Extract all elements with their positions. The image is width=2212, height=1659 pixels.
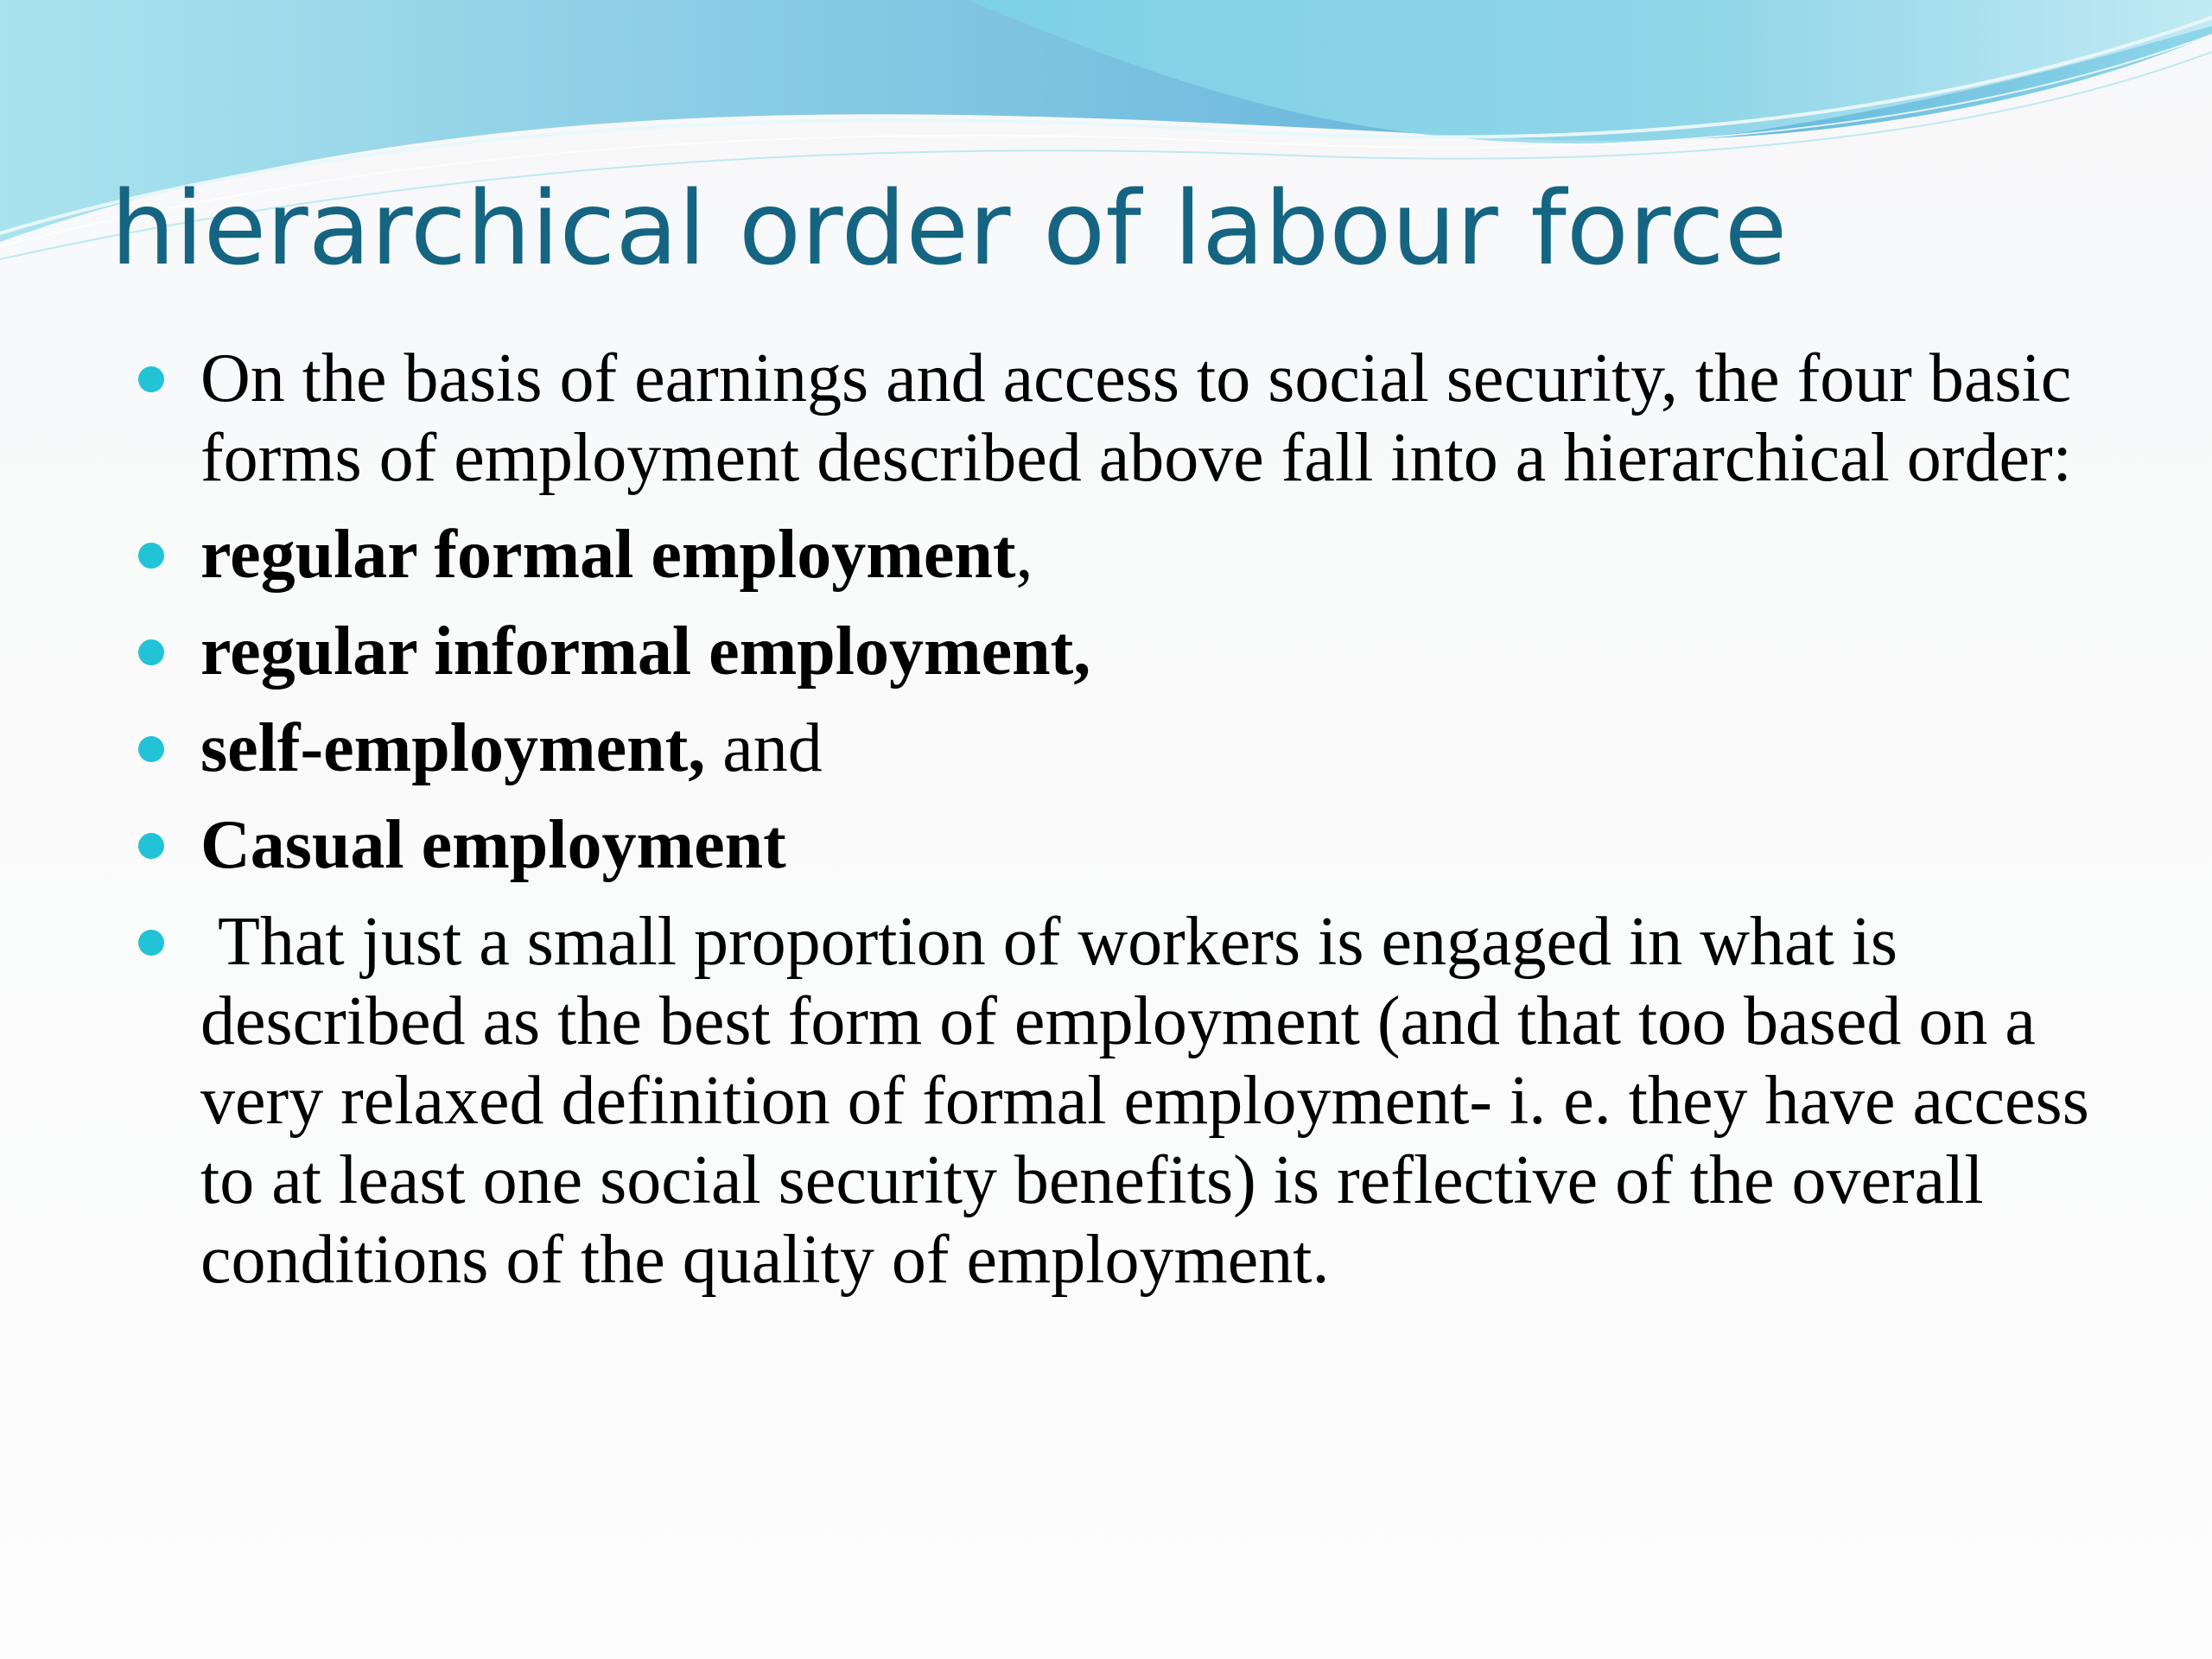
bullet-rest-text: , <box>1015 517 1033 593</box>
bullet-bold-text: self-employment, <box>200 710 706 786</box>
bullet-dot-icon <box>138 833 164 859</box>
bullet-bold-text: regular informal employment, <box>200 613 1091 690</box>
bullet-bold-text: regular formal employment <box>200 517 1016 593</box>
bullet-dot-icon <box>138 366 164 392</box>
bullet-list <box>138 339 2107 1317</box>
bullet-text: On the basis of earnings and access to social security, the four basic forms of employment described above fall into a hierarchical order: <box>200 340 2072 496</box>
bullet-item-casual-employment <box>138 805 2100 885</box>
bullet-dot-icon <box>138 639 164 665</box>
bullet-text: That just a small proportion of workers is engaged in what is described as the best form of employment (and that too based on a very relaxed definition of formal employment- i. e. they have access to at least one social security benefits) is reflective of the overall conditions of the quality of employment. <box>200 904 2107 1298</box>
bullet-item-self-employment <box>138 709 2100 788</box>
bullet-item-intro <box>138 339 2100 498</box>
bullet-dot-icon <box>138 736 164 762</box>
bullet-item-regular-formal <box>138 515 2100 594</box>
bullet-bold-text: Casual employment <box>200 807 786 883</box>
bullet-rest-text: and <box>705 710 823 786</box>
bullet-item-regular-informal <box>138 612 2100 691</box>
bullet-dot-icon <box>138 543 164 569</box>
slide-title: hierarchical order of labour force <box>111 168 1788 288</box>
bullet-dot-icon <box>138 930 164 956</box>
bullet-item-conclusion <box>138 902 2107 1300</box>
